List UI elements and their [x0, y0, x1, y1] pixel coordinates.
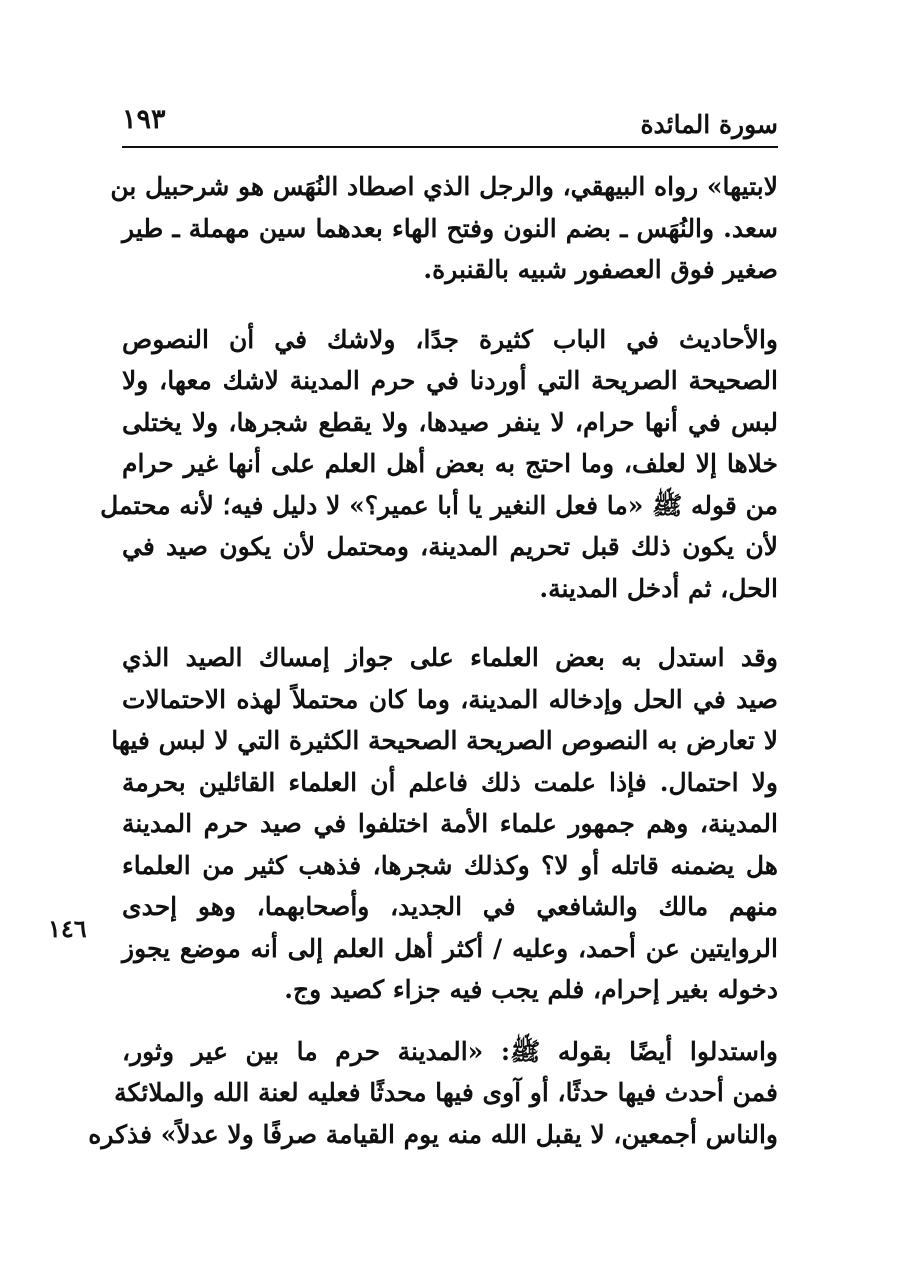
margin-page-reference: ١٤٦ — [48, 914, 87, 943]
text-line: والأحاديث في الباب كثيرة جدًا، ولاشك في أن النصوص — [122, 324, 778, 354]
text-line: والناس أجمعين، لا يقبل الله منه يوم القيامة صرفًا ولا عدلاً» فذكره — [88, 1119, 778, 1149]
text-line: منهم مالك والشافعي في الجديد، وأصحابهما، وهو إحدى — [122, 892, 778, 921]
paragraph — [88, 1031, 778, 1156]
text-line: صيد في الحل وإدخاله المدينة، وما كان محتملاً لهذه الاحتمالات — [122, 684, 778, 714]
page-number: ١٩٣ — [122, 104, 166, 135]
text-line: المدينة، وهم جمهور علماء الأمة اختلفوا في صيد حرم المدينة — [122, 809, 778, 838]
text-line: الحل، ثم أدخل المدينة. — [539, 573, 778, 603]
text-line: وقد استدل به بعض العلماء على جواز إمساك الصيد الذي — [122, 643, 778, 672]
text-line: سعد. والنُهَس ـ بضم النون وفتح الهاء بعدهما سين مهملة ـ طير — [122, 213, 778, 243]
page-body — [88, 166, 778, 1155]
text-line: لا تعارض به النصوص الصريحة الصحيحة الكثيرة التي لا لبس فيها — [111, 726, 778, 755]
text-line: دخوله بغير إحرام، فلم يجب فيه جزاء كصيد وج. — [284, 975, 778, 1004]
header-rule — [122, 146, 778, 148]
text-line: هل يضمنه قاتله أو لا؟ وكذلك شجرها، فذهب كثير من العلماء — [122, 850, 778, 880]
text-line: لابتيها» رواه البيهقي، والرجل الذي اصطاد النُهَس هو شرحبيل بن — [110, 172, 778, 201]
paragraph — [111, 637, 778, 1011]
paragraph — [110, 166, 778, 291]
text-line: فمن أحدث فيها حدثًا، أو آوى فيها محدثًا فعليه لعنة الله والملائكة — [114, 1078, 778, 1107]
text-line: الصحيحة الصريحة التي أوردنا في حرم المدينة لاشك معها، ولا — [122, 366, 778, 395]
text-line: صغير فوق العصفور شبيه بالقنبرة. — [423, 255, 778, 284]
text-line: ولا احتمال. فإذا علمت ذلك فاعلم أن العلماء القائلين بحرمة — [122, 767, 778, 797]
text-line: لأن يكون ذلك قبل تحريم المدينة، ومحتمل لأن يكون صيد في — [122, 532, 778, 561]
text-line: من قوله ﷺ «ما فعل النغير يا أبا عمير؟» لا دليل فيه؛ لأنه محتمل — [100, 490, 778, 520]
text-line: لبس في أنها حرام، لا ينفر صيدها، ولا يقطع شجرها، ولا يختلى — [122, 407, 778, 437]
text-line: واستدلوا أيضًا بقوله ﷺ: «المدينة حرم ما بين عير وثور، — [122, 1036, 778, 1066]
surah-title: سورة المائدة — [640, 110, 778, 139]
page-header — [122, 100, 778, 144]
text-line: الروايتين عن أحمد، وعليه / أكثر أهل العلم إلى أنه موضع يجوز — [122, 933, 778, 963]
text-line: خلاها إلا لعلف، وما احتج به بعض أهل العلم على أنها غير حرام — [122, 449, 778, 478]
paragraph — [100, 319, 778, 610]
